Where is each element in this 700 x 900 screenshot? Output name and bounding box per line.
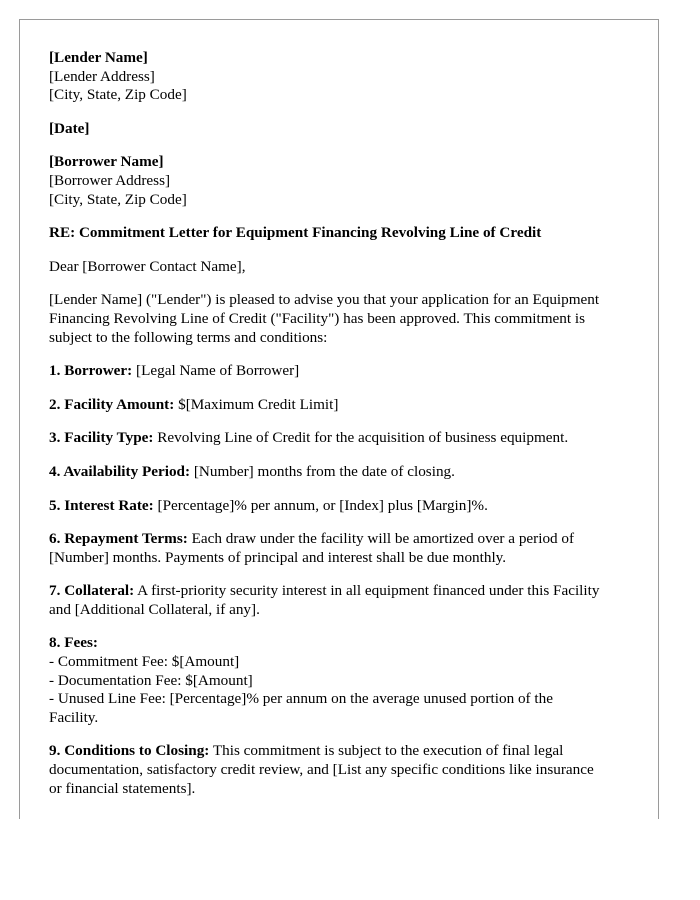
term-label: 9. Conditions to Closing: xyxy=(49,742,210,760)
term-text: $[Maximum Credit Limit] xyxy=(174,395,339,413)
salutation-block xyxy=(49,258,644,277)
term-line xyxy=(49,497,644,516)
lender-name: [Lender Name] xyxy=(49,49,148,66)
intro-line: Financing Revolving Line of Credit ("Facility") has been approved. This commitment is xyxy=(49,309,585,327)
term-availability-period xyxy=(49,463,644,482)
term-line xyxy=(49,582,644,601)
term-facility-type xyxy=(49,429,644,448)
term-text: documentation, satisfactory credit review, and [List any specific conditions like insurance xyxy=(49,761,594,779)
salutation: Dear [Borrower Contact Name], xyxy=(49,257,246,275)
intro-line: subject to the following terms and conditions: xyxy=(49,328,328,346)
term-label: 5. Interest Rate: xyxy=(49,496,154,514)
term-line xyxy=(49,530,644,549)
borrower-city-state-zip: [City, State, Zip Code] xyxy=(49,190,187,208)
term-text: [Number] months from the date of closing. xyxy=(190,462,455,480)
term-line xyxy=(49,742,644,761)
term-label: 4. Availability Period: xyxy=(49,462,191,480)
term-facility-amount xyxy=(49,396,644,415)
term-collateral xyxy=(49,582,644,619)
term-label: 2. Facility Amount: xyxy=(49,395,175,413)
term-text: Revolving Line of Credit for the acquisition of business equipment. xyxy=(153,429,569,447)
subject-block xyxy=(49,224,644,243)
lender-address: [Lender Address] xyxy=(49,67,155,85)
term-fees xyxy=(49,634,644,727)
term-text: [Legal Name of Borrower] xyxy=(132,362,300,380)
term-text: A first-priority security interest in all equipment financed under this Facility xyxy=(134,582,600,600)
date-block xyxy=(49,120,644,139)
fee-item: - Documentation Fee: $[Amount] xyxy=(49,671,253,689)
letter-page xyxy=(19,19,659,819)
fee-item: - Unused Line Fee: [Percentage]% per annum on the average unused portion of the xyxy=(49,690,553,708)
term-text: [Percentage]% per annum, or [Index] plus [Margin]%. xyxy=(153,496,488,514)
term-line xyxy=(49,429,644,448)
fee-item: Facility. xyxy=(49,708,99,726)
term-borrower xyxy=(49,362,644,381)
term-text: [Number] months. Payments of principal and interest shall be due monthly. xyxy=(49,548,507,566)
term-text: Each draw under the facility will be amortized over a period of xyxy=(187,530,575,548)
term-text: and [Additional Collateral, if any]. xyxy=(49,600,260,618)
borrower-block xyxy=(49,153,644,209)
borrower-name: [Borrower Name] xyxy=(49,153,164,171)
term-label: 1. Borrower: xyxy=(49,362,133,380)
term-conditions-to-closing xyxy=(49,742,644,798)
lender-block xyxy=(49,49,644,105)
term-label: 8. Fees: xyxy=(49,634,98,652)
term-label: 7. Collateral: xyxy=(49,582,135,600)
term-text: or financial statements]. xyxy=(49,779,196,797)
lender-city-state-zip: [City, State, Zip Code] xyxy=(49,86,187,104)
fee-item: - Commitment Fee: $[Amount] xyxy=(49,653,240,671)
term-line xyxy=(49,396,644,415)
intro-paragraph xyxy=(49,291,644,347)
letter-content xyxy=(49,49,644,813)
term-line xyxy=(49,362,644,381)
borrower-address: [Borrower Address] xyxy=(49,171,171,189)
term-label: 6. Repayment Terms: xyxy=(49,530,188,548)
subject-line: RE: Commitment Letter for Equipment Financing Revolving Line of Credit xyxy=(49,224,542,242)
term-text: This commitment is subject to the execution of final legal xyxy=(209,742,564,760)
letter-date: [Date] xyxy=(49,119,90,137)
term-line xyxy=(49,463,644,482)
intro-line: [Lender Name] ("Lender") is pleased to advise you that your application for an Equipment xyxy=(49,291,600,309)
term-interest-rate xyxy=(49,497,644,516)
term-repayment-terms xyxy=(49,530,644,567)
term-label: 3. Facility Type: xyxy=(49,429,154,447)
